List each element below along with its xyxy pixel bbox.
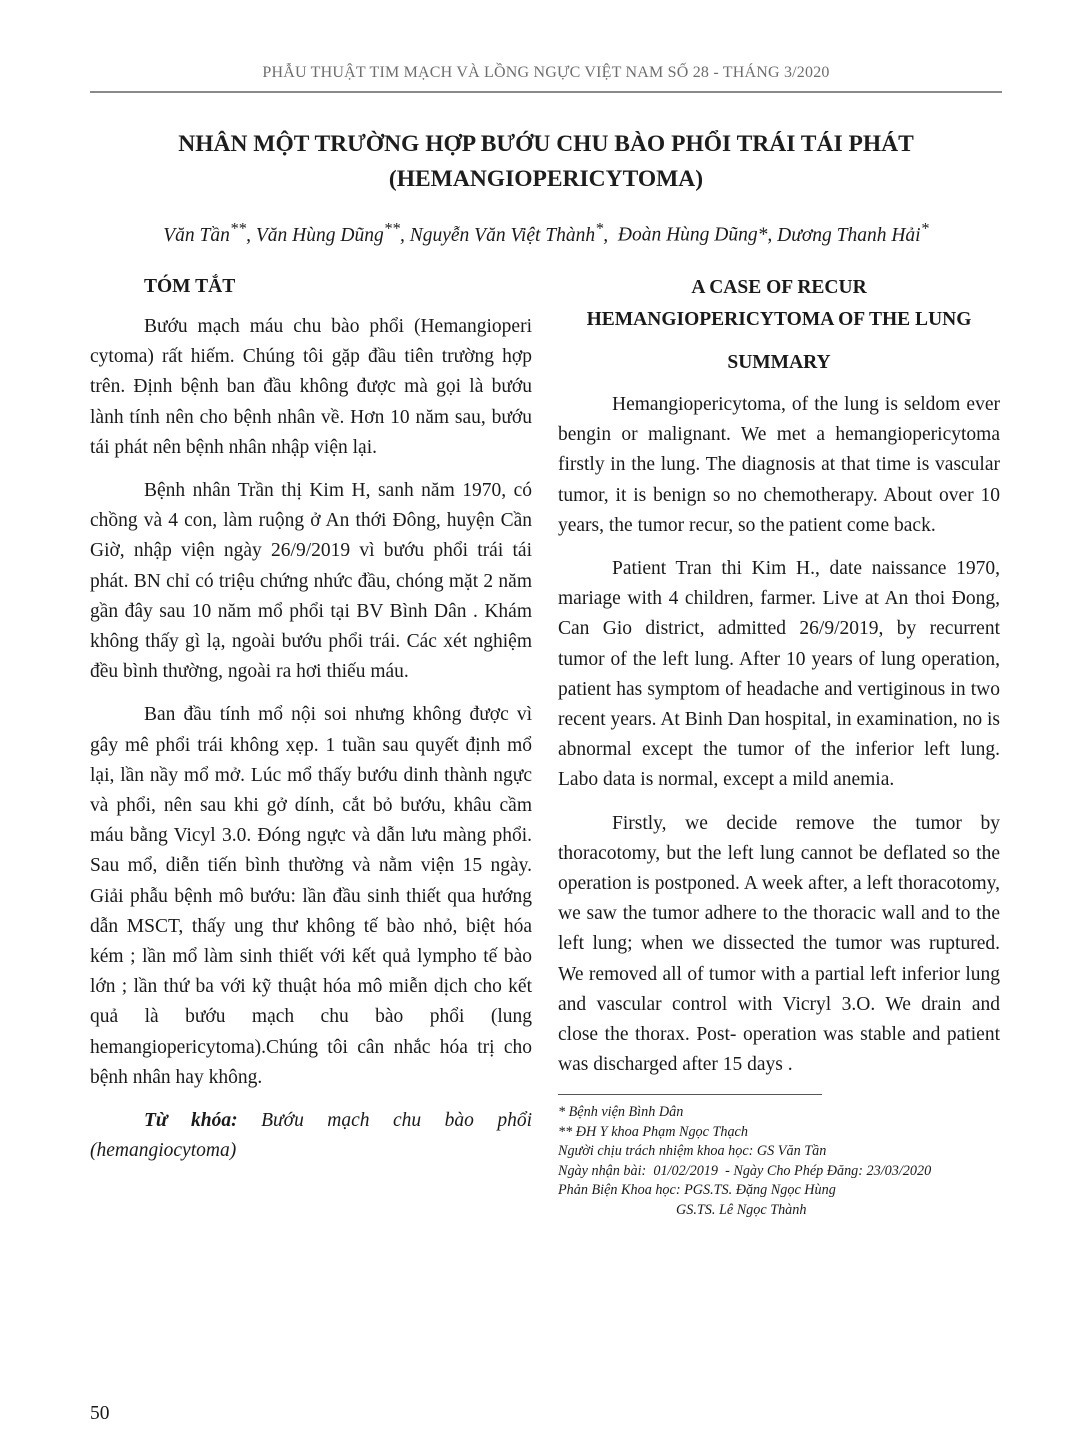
english-title xyxy=(558,272,1000,336)
author-name: Nguyễn Văn Việt Thành xyxy=(409,224,596,246)
author-separator: , xyxy=(603,224,618,246)
footnote-rule xyxy=(558,1094,822,1095)
author-mark: ** xyxy=(383,219,400,237)
author-mark: * xyxy=(920,219,929,237)
abstract-paragraph: Bệnh nhân Trần thị Kim H, sanh năm 1970, có chồng và 4 con, làm ruộng ở An thới Đông, huyện Cần Giờ, nhập viện ngày 26/9/2019 vì bướu phổi trái tái phát. BN chỉ có triệu chứng nhức đầu, chóng mặt 2 năm gần đây sau 10 năm mổ phổi tại BV Bình Dân . Khám không thấy gì lạ, ngoài bướu phổi trái. Các xét nghiệm đều bình thường, ngoài ra hơi thiếu máu. xyxy=(90,480,532,683)
footnote-dates: Ngày nhận bài: 01/02/2019 - Ngày Cho Phép Đăng: 23/03/2020 xyxy=(558,1162,932,1179)
footnotes xyxy=(558,1103,1000,1219)
author xyxy=(255,219,410,246)
summary-paragraph: Patient Tran thi Kim H., date naissance 1970, mariage with 4 children, farmer. Live at An thoi Đong, Can Gio district, admitted 26/9/2019, by recurrent tumor of the left lung. After 10 years of lung operation, patient has symptom of headache and vertiginous in two recent years. At Binh Dan hospital, in examination, no is abnormal except the tumor of the inferior left lung. Labo data is normal, except a mild anemia. xyxy=(558,558,1000,791)
abstract-heading: TÓM TẮT xyxy=(144,276,236,297)
summary-heading: SUMMARY xyxy=(727,352,831,373)
author-name: Dương Thanh Hải xyxy=(777,224,921,246)
author-name: Văn Tần xyxy=(163,224,230,246)
abstract-paragraph: Bướu mạch máu chu bào phổi (Hemangioperi cytoma) rất hiếm. Chúng tôi gặp đầu tiên trường hợp trên. Định bệnh ban đầu không được mà gọi là bướu lành tính nên cho bệnh nhân về. Hơn 10 năm sau, bướu tái phát nên bệnh nhân nhập viện lại. xyxy=(90,316,532,458)
footnote-affiliation-2: ** ĐH Y khoa Phạm Ngọc Thạch xyxy=(558,1123,748,1140)
author-name: Đoàn Hùng Dũng* xyxy=(617,224,768,246)
abstract-paragraph: Ban đầu tính mổ nội soi nhưng không được vì gây mê phổi trái không xẹp. 1 tuần sau quyết định mổ lại, lần nầy mổ mở. Lúc mổ thấy bướu dinh thành ngực và phổi, nên sau khi gở dính, cắt bỏ bướu, khâu cầm máu bằng Vicyl 3.0. Đóng ngực và dẫn lưu màng phổi. Sau mổ, diễn tiến bình thường và nằm viện 15 ngày. Giải phẫu bệnh mô bướu: lần đầu sinh thiết qua hướng dẫn MSCT, thấy ung thư không tế bào nhỏ, biệt hóa kém ; lần mổ làm sinh thiết với kết quả lympho tế bào lớn ; lần thứ ba với kỹ thuật hóa mô miễn dịch cho kết quả là bướu mạch chu bào phổi (lung hemangiopericytoma).Chúng tôi cân nhắc hóa trị cho bệnh nhân hay không. xyxy=(90,704,532,1088)
english-title-line-1: A CASE OF RECUR xyxy=(691,277,867,298)
english-title-line-2: HEMANGIOPERICYTOMA OF THE LUNG xyxy=(586,309,972,330)
author-mark: ** xyxy=(229,219,247,237)
summary-paragraph: Hemangiopericytoma, of the lung is seldom ever bengin or malignant. We met a hemangiopericytoma firstly in the lung. The diagnosis at that time is vascular tumor, it is benign so no chemotherapy. About over 10 years, the tumor recur, so the patient come back. xyxy=(558,394,1000,536)
author xyxy=(777,219,929,246)
summary-paragraph: Firstly, we decide remove the tumor by thoracotomy, but the left lung cannot be deflated so the operation is postponed. A week after, a left thoracotomy, we saw the tumor adhere to the thoracic wall and to the left lung; when we dissected the tumor was ruptured. We removed all of tumor with a partial left inferior lung and vascular control with Vicryl 3.O. We drain and close the thorax. Post- operation was stable and patient was discharged after 15 days . xyxy=(558,812,1000,1076)
footnote-affiliation-1: * Bệnh viện Bình Dân xyxy=(558,1104,684,1121)
author-mark: * xyxy=(595,219,604,237)
title-line-2: (HEMANGIOPERICYTOMA) xyxy=(388,166,704,192)
footnote-responsible: Người chịu trách nhiệm khoa học: GS Văn Tần xyxy=(558,1143,827,1160)
author xyxy=(163,219,256,246)
vietnamese-abstract-column xyxy=(90,270,532,1166)
title-line-1: NHÂN MỘT TRƯỜNG HỢP BƯỚU CHU BÀO PHỔI TRÁI TÁI PHÁT xyxy=(178,131,914,157)
article-title xyxy=(90,127,1002,197)
author-separator: , xyxy=(399,224,410,246)
author xyxy=(409,219,618,246)
footnote-reviewers: Phản Biện Khoa học: PGS.TS. Đặng Ngọc Hùng xyxy=(558,1182,836,1199)
english-summary-column xyxy=(558,270,1000,1220)
running-header: PHẪU THUẬT TIM MẠCH VÀ LỒNG NGỰC VIỆT NAM SỐ 28 - THÁNG 3/2020 xyxy=(262,64,830,81)
page-number: 50 xyxy=(90,1403,110,1424)
keywords-label: Từ khóa: xyxy=(144,1110,238,1132)
keywords-text: Bướu mạch chu bào phổi (hemangiocytoma) xyxy=(90,1110,533,1162)
author-separator: , xyxy=(767,224,778,246)
author-name: Văn Hùng Dũng xyxy=(255,224,384,246)
author-separator: , xyxy=(246,224,256,246)
header-rule xyxy=(90,91,1002,93)
author-list xyxy=(90,213,1002,251)
keywords xyxy=(90,1106,532,1166)
footnote-reviewer-2: GS.TS. Lê Ngọc Thành xyxy=(676,1201,807,1218)
author xyxy=(618,225,777,246)
